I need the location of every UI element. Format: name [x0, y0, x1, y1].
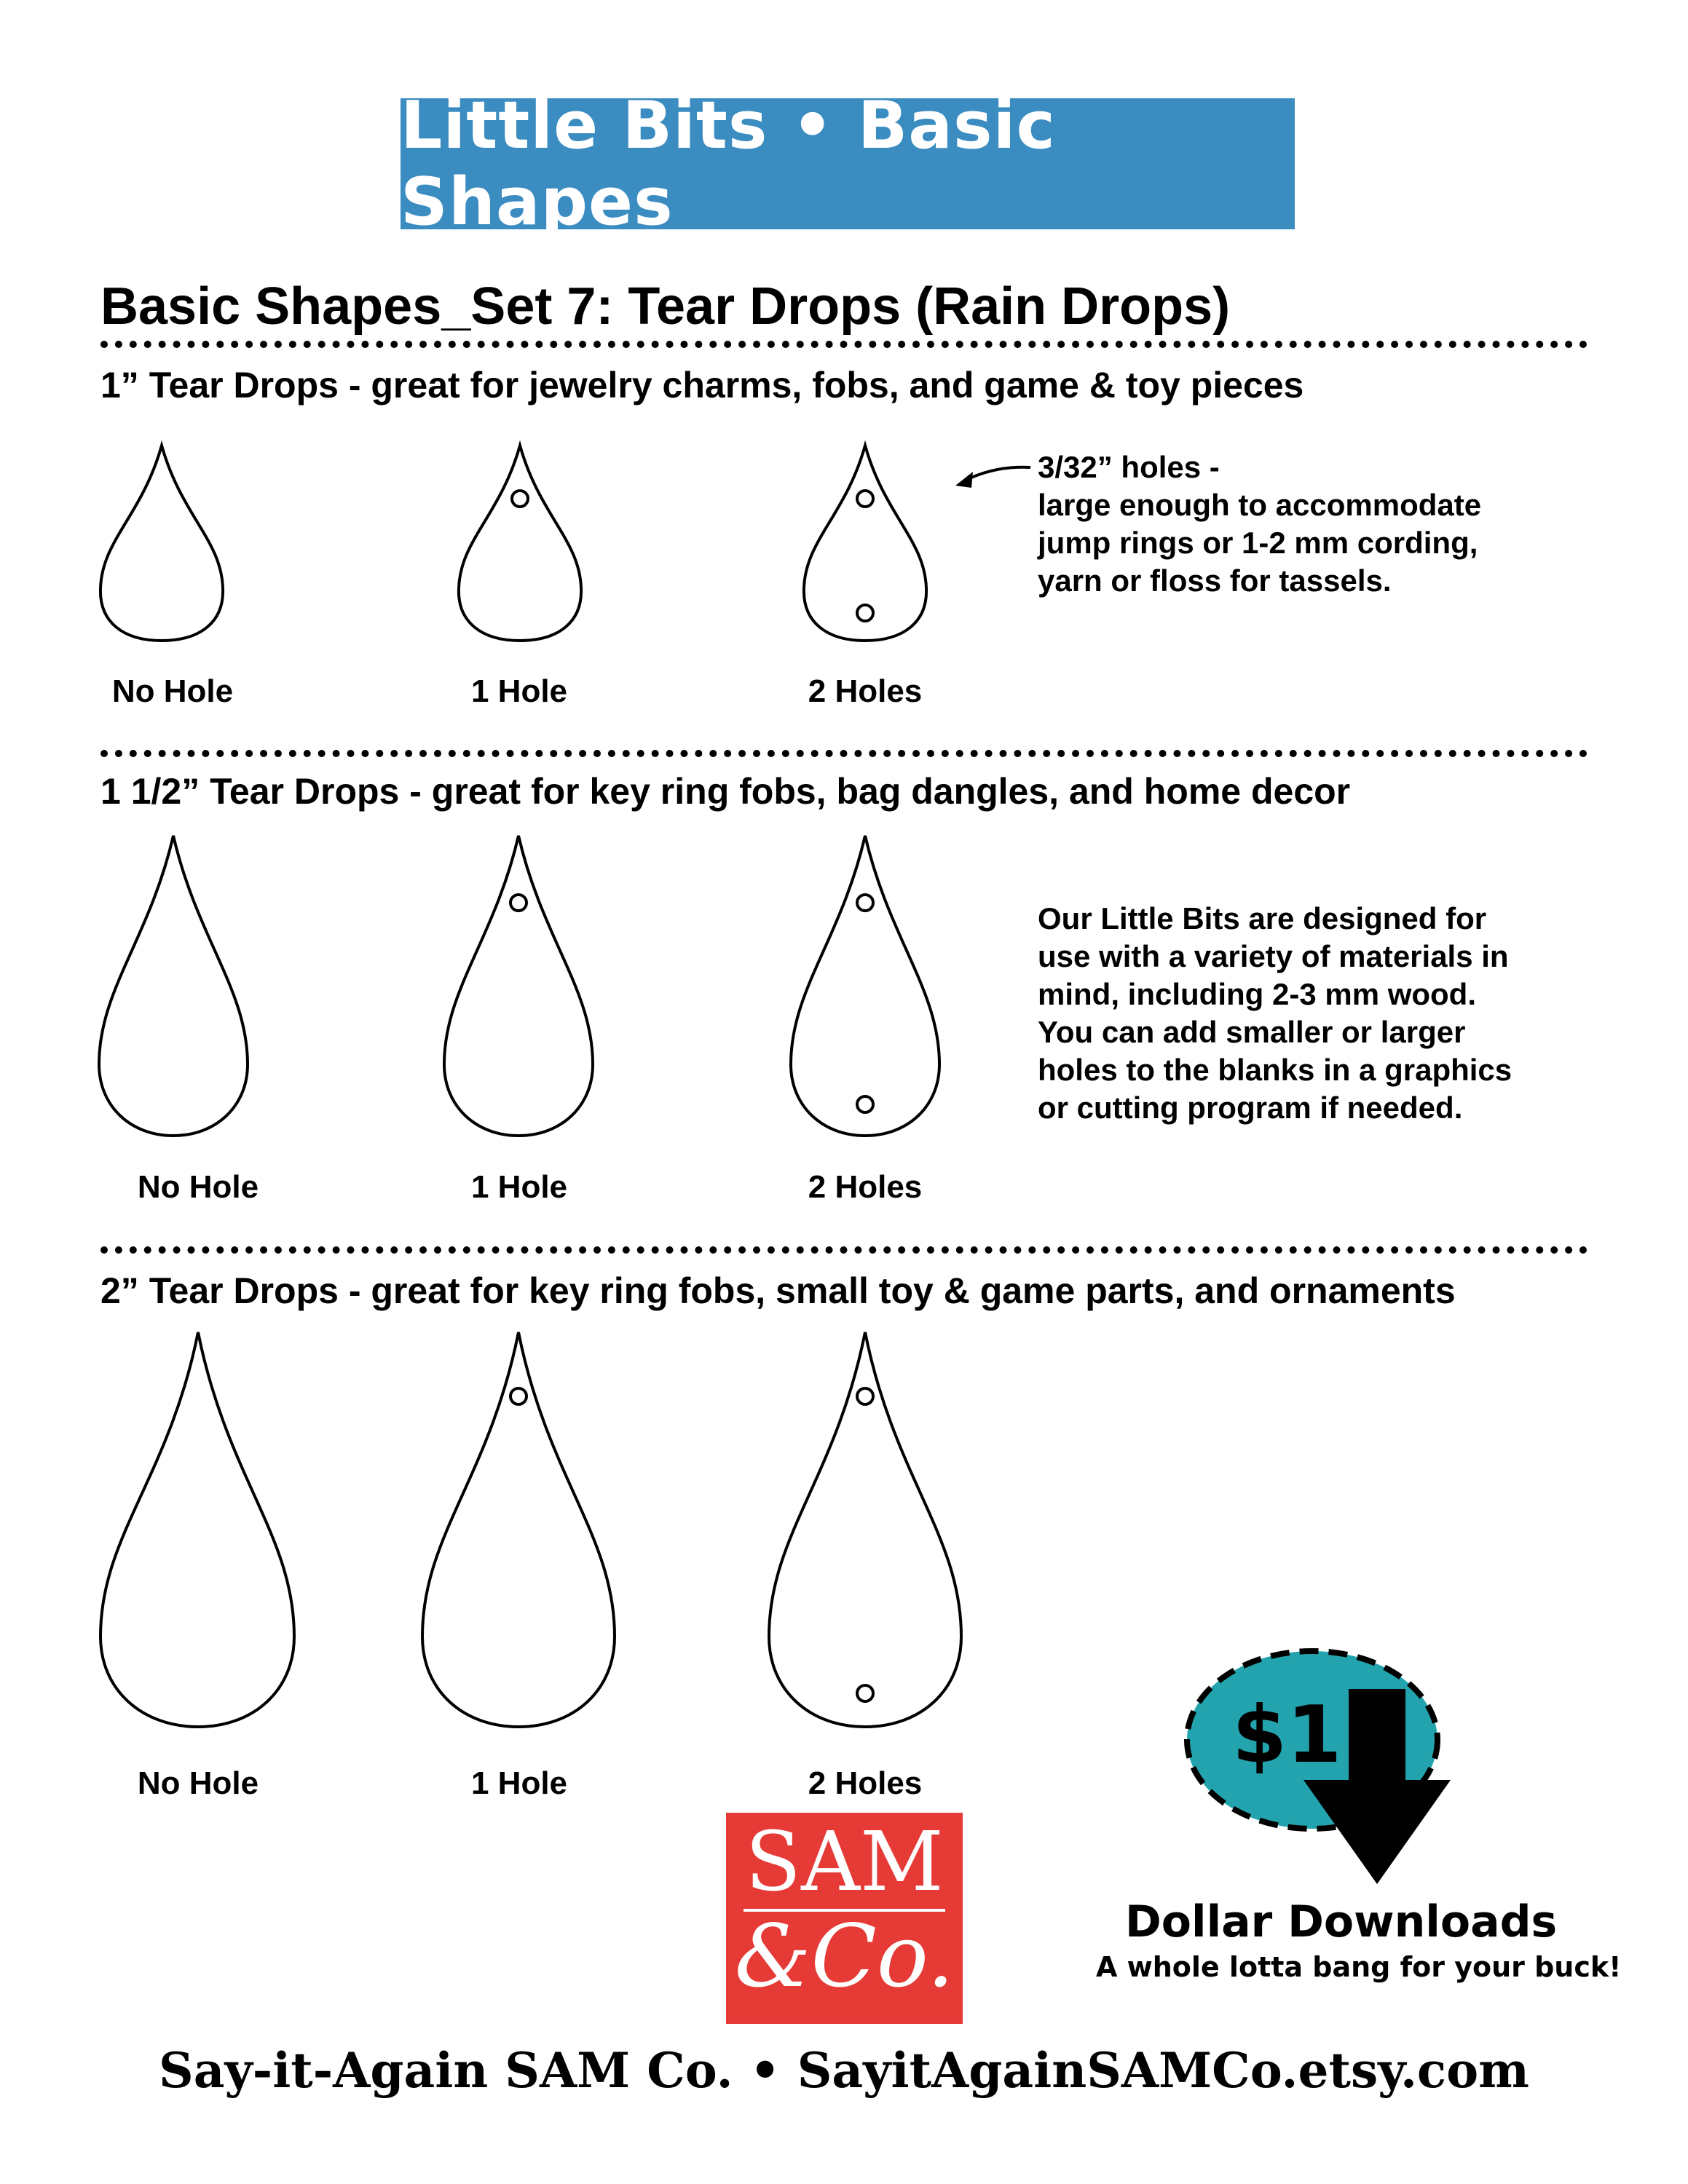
materials-note-line: or cutting program if needed.	[1038, 1091, 1463, 1125]
teardrop-1in-no-hole	[100, 446, 223, 641]
materials-note-line: You can add smaller or larger	[1038, 1015, 1466, 1049]
logo-line-2: &Co.	[734, 1906, 955, 2006]
logo-line-1: SAM	[745, 1815, 944, 1910]
sam-co-logo	[726, 1813, 963, 2024]
section-heading-1in: 1” Tear Drops - great for jewelry charms, fobs, and game & toy pieces	[100, 365, 1304, 405]
caption-1-5in-2-holes: 2 Holes	[808, 1169, 923, 1205]
materials-note-line: use with a variety of materials in	[1038, 939, 1509, 973]
arrow-head-icon	[955, 472, 973, 488]
hole-note-line: yarn or floss for tassels.	[1038, 563, 1392, 598]
teardrop-1in-2-holes	[804, 446, 926, 641]
caption-2in-no-hole: No Hole	[137, 1765, 259, 1801]
teardrop-2in-no-hole	[100, 1332, 294, 1727]
materials-note-line: mind, including 2-3 mm wood.	[1038, 977, 1477, 1011]
dollar-badge	[1180, 1645, 1471, 1893]
teardrop-1-5in-1-hole	[444, 836, 593, 1136]
dollar-downloads-title: Dollar Downloads	[1125, 1896, 1558, 1947]
materials-note-line: holes to the blanks in a graphics	[1038, 1053, 1513, 1087]
banner-text: Little Bits • Basic Shapes	[401, 87, 1056, 240]
footer-text: Say-it-Again SAM Co. • SayitAgainSAMCo.etsy.com	[159, 2042, 1529, 2099]
hole-note-line: 3/32” holes -	[1038, 450, 1220, 484]
caption-1-5in-no-hole: No Hole	[137, 1169, 259, 1205]
caption-1in-1-hole: 1 Hole	[470, 673, 568, 709]
hole-size-note	[1038, 448, 1481, 600]
dollar-downloads-tagline: A whole lotta bang for your buck!	[1096, 1951, 1622, 1983]
dollar-price: $1	[1232, 1690, 1342, 1781]
teardrop-1in-1-hole	[459, 446, 581, 641]
caption-1in-2-holes: 2 Holes	[808, 673, 923, 709]
caption-1in-no-hole: No Hole	[111, 673, 234, 709]
teardrop-1-5in-2-holes	[791, 836, 939, 1136]
section-heading-1-5in: 1 1/2” Tear Drops - great for key ring fobs, bag dangles, and home decor	[100, 771, 1351, 812]
materials-note-line: Our Little Bits are designed for	[1038, 901, 1487, 935]
caption-2in-1-hole: 1 Hole	[470, 1765, 568, 1801]
arrow-icon	[965, 467, 1030, 480]
hole-note-line: jump rings or 1-2 mm cording,	[1038, 526, 1478, 560]
section-heading-2in: 2” Tear Drops - great for key ring fobs, small toy & game parts, and ornaments	[100, 1270, 1456, 1311]
teardrop-2in-2-holes	[769, 1332, 961, 1727]
caption-1-5in-1-hole: 1 Hole	[470, 1169, 568, 1205]
teardrop-2in-1-hole	[422, 1332, 615, 1727]
materials-note	[1038, 900, 1512, 1127]
caption-2in-2-holes: 2 Holes	[808, 1765, 923, 1801]
hole-note-line: large enough to accommodate	[1038, 488, 1482, 522]
teardrop-1-5in-no-hole	[99, 836, 248, 1136]
page-title: Basic Shapes_Set 7: Tear Drops (Rain Drops)	[100, 277, 1231, 336]
